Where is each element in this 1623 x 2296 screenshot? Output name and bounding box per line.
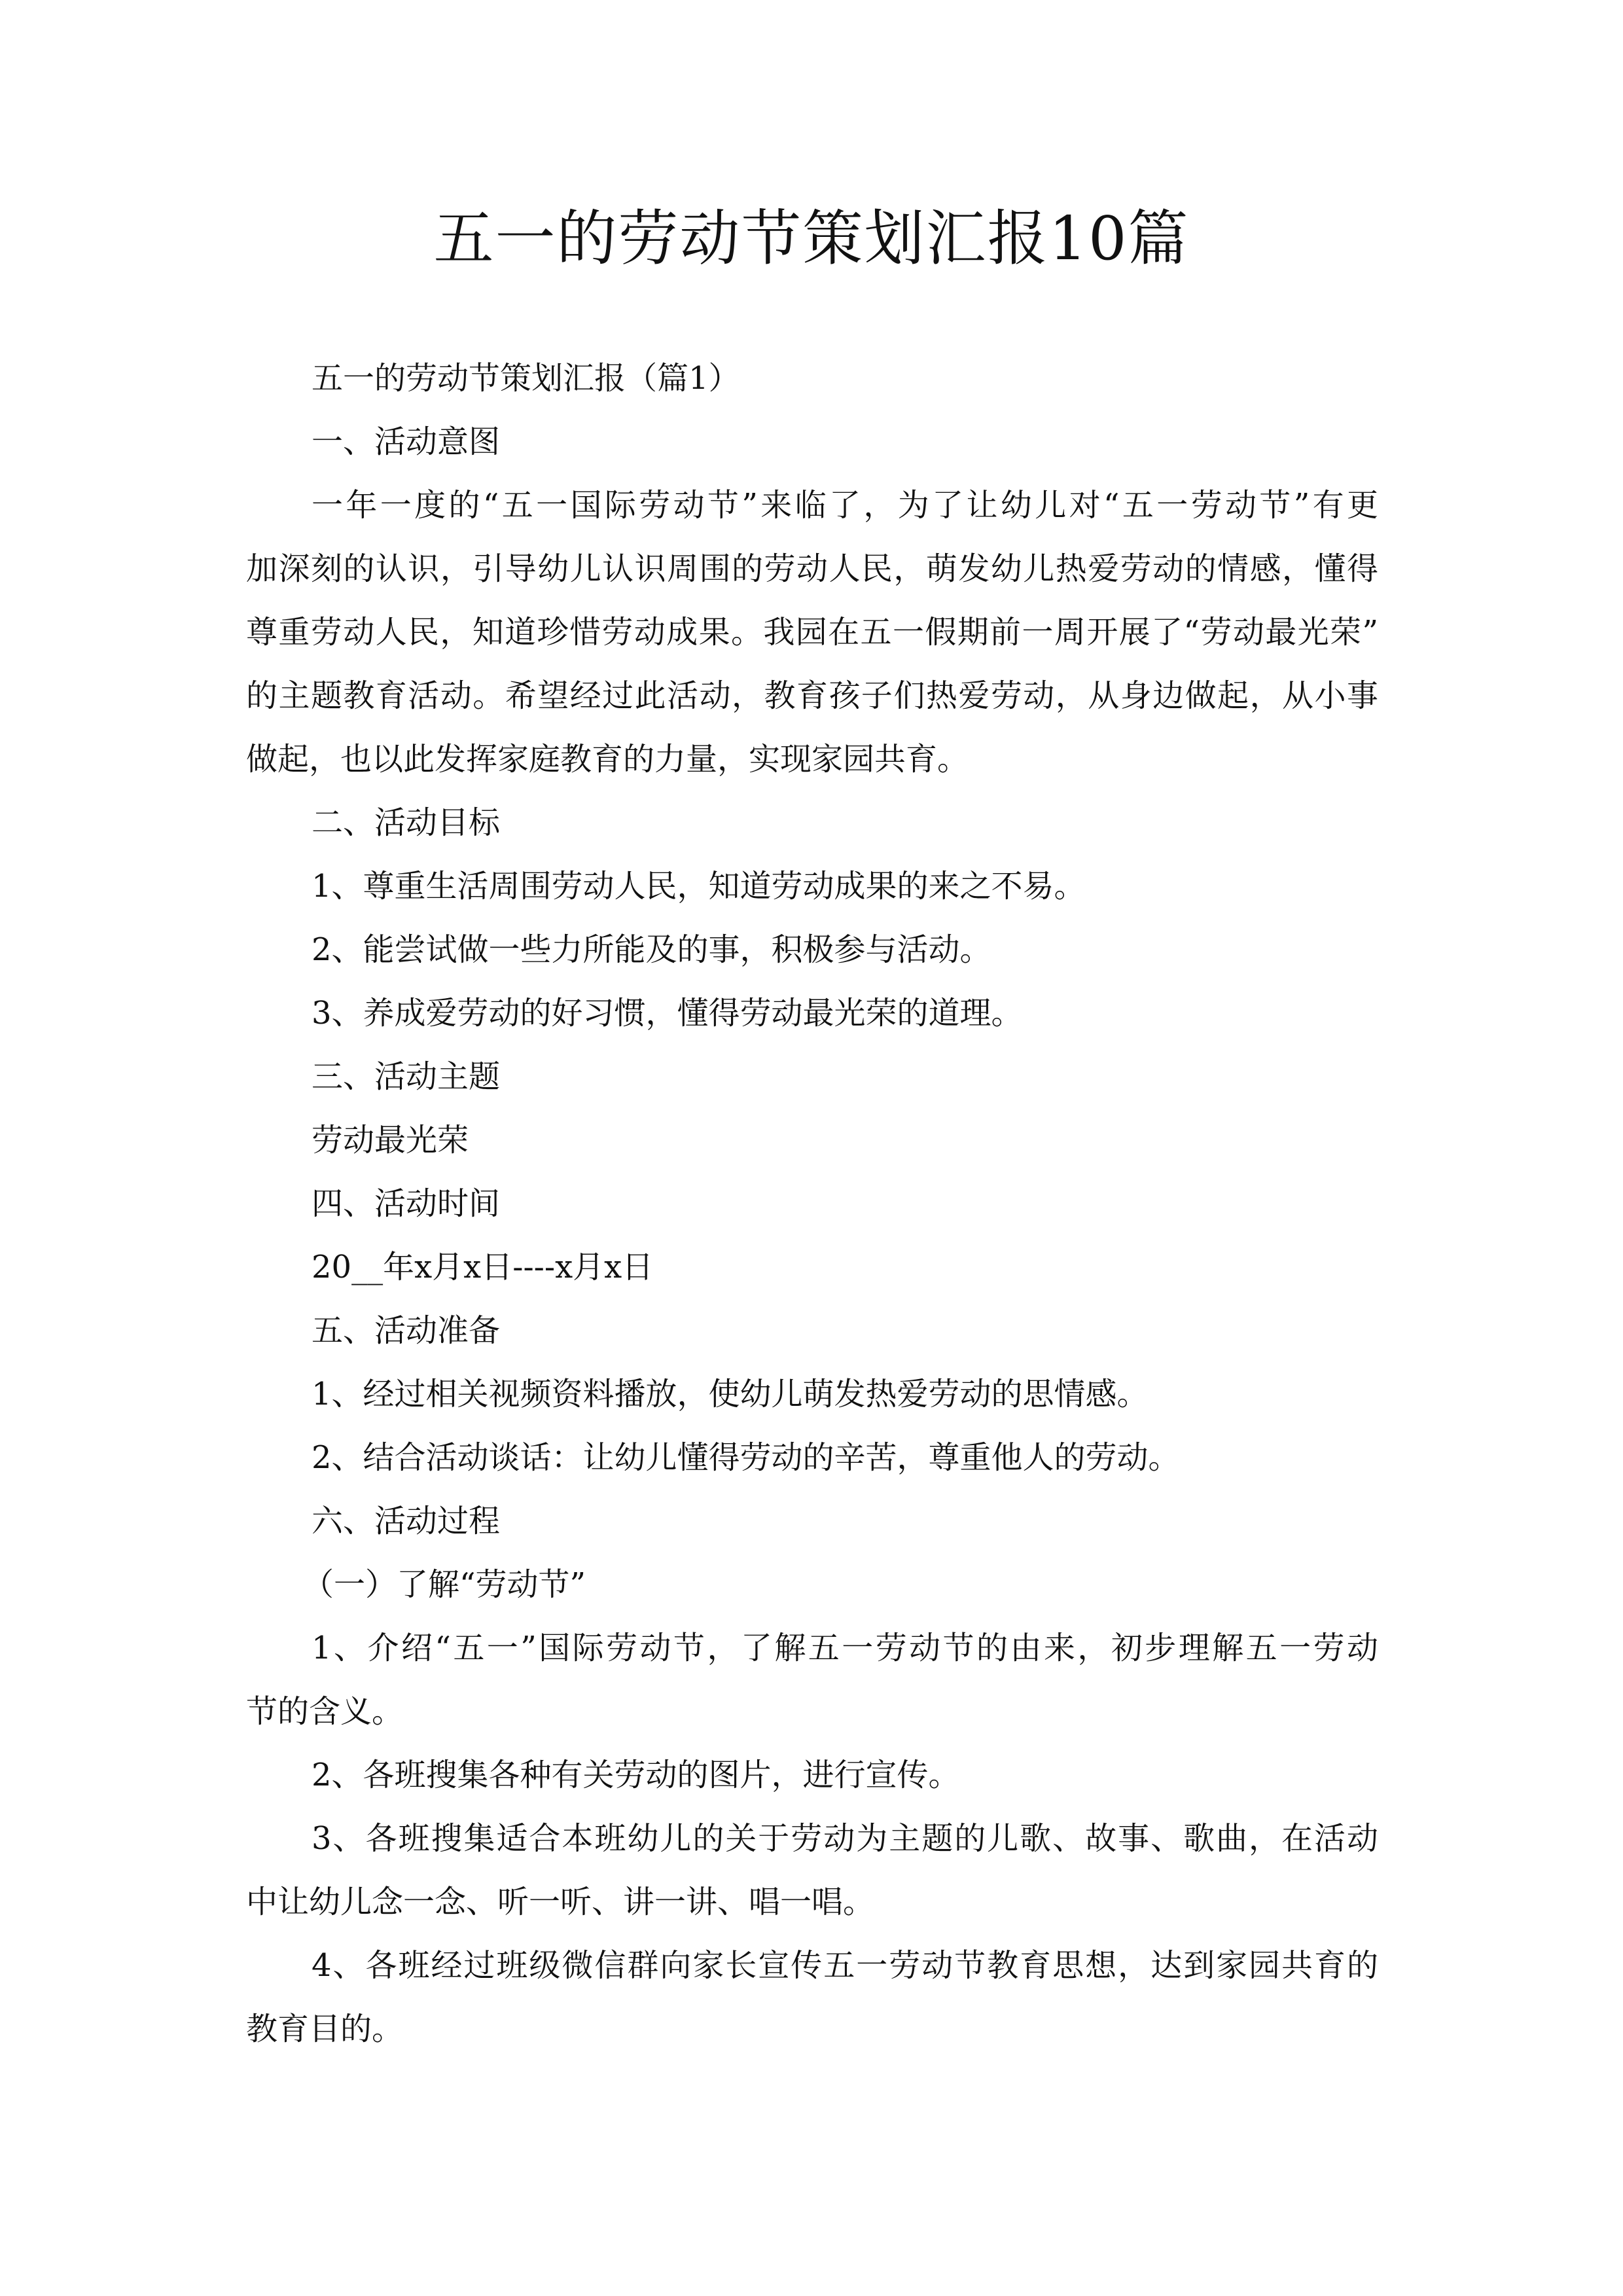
list-item: 1、尊重生活周围劳动人民，知道劳动成果的来之不易。 xyxy=(312,868,1086,905)
heading-activity-intent: 一、活动意图 xyxy=(312,423,501,460)
paragraph-line: 的主题教育活动。希望经过此活动，教育孩子们热爱劳动，从身边做起，从小事 xyxy=(246,677,1378,714)
heading-activity-preparation: 五、活动准备 xyxy=(312,1312,501,1349)
list-item-continued: 中让幼儿念一念、听一听、讲一讲、唱一唱。 xyxy=(246,1884,875,1920)
heading-activity-goals: 二、活动目标 xyxy=(312,804,501,841)
list-item-continued: 教育目的。 xyxy=(246,2011,404,2047)
list-item: 2、结合活动谈话：让幼儿懂得劳动的辛苦，尊重他人的劳动。 xyxy=(312,1439,1180,1476)
document-body xyxy=(246,347,1378,2061)
list-item: 2、各班搜集各种有关劳动的图片，进行宣传。 xyxy=(312,1757,960,1793)
list-item: 1、经过相关视频资料播放，使幼儿萌发热爱劳动的思情感。 xyxy=(312,1376,1149,1412)
subheading-understand-labor-day: （一）了解“劳动节” xyxy=(302,1566,586,1603)
list-item: 3、各班搜集适合本班幼儿的关于劳动为主题的儿歌、故事、歌曲，在活动 xyxy=(312,1820,1378,1857)
paragraph-line: 做起，也以此发挥家庭教育的力量，实现家园共育。 xyxy=(246,741,969,778)
list-item: 3、养成爱劳动的好习惯，懂得劳动最光荣的道理。 xyxy=(312,995,1023,1031)
list-item: 2、能尝试做一些力所能及的事，积极参与活动。 xyxy=(312,931,991,968)
theme-text: 劳动最光荣 xyxy=(312,1122,469,1158)
paragraph-line: 一年一度的“五一国际劳动节”来临了，为了让幼儿对“五一劳动节”有更 xyxy=(312,487,1378,524)
heading-activity-theme: 三、活动主题 xyxy=(312,1058,501,1095)
list-item: 4、各班经过班级微信群向家长宣传五一劳动节教育思想，达到家园共育的 xyxy=(312,1947,1378,1984)
activity-date: 20__年x月x日----x月x日 xyxy=(312,1249,654,1285)
document-title: 五一的劳动节策划汇报10篇 xyxy=(433,204,1190,274)
list-item-continued: 节的含义。 xyxy=(246,1693,404,1730)
paragraph-line: 尊重劳动人民，知道珍惜劳动成果。我园在五一假期前一周开展了“劳动最光荣” xyxy=(246,614,1378,651)
list-item: 1、介绍“五一”国际劳动节，了解五一劳动节的由来，初步理解五一劳动 xyxy=(312,1630,1378,1666)
section-heading-part1: 五一的劳动节策划汇报（篇1） xyxy=(312,360,740,397)
heading-activity-time: 四、活动时间 xyxy=(312,1185,501,1222)
heading-activity-process: 六、活动过程 xyxy=(312,1503,501,1539)
paragraph-line: 加深刻的认识，引导幼儿认识周围的劳动人民，萌发幼儿热爱劳动的情感，懂得 xyxy=(246,550,1378,587)
